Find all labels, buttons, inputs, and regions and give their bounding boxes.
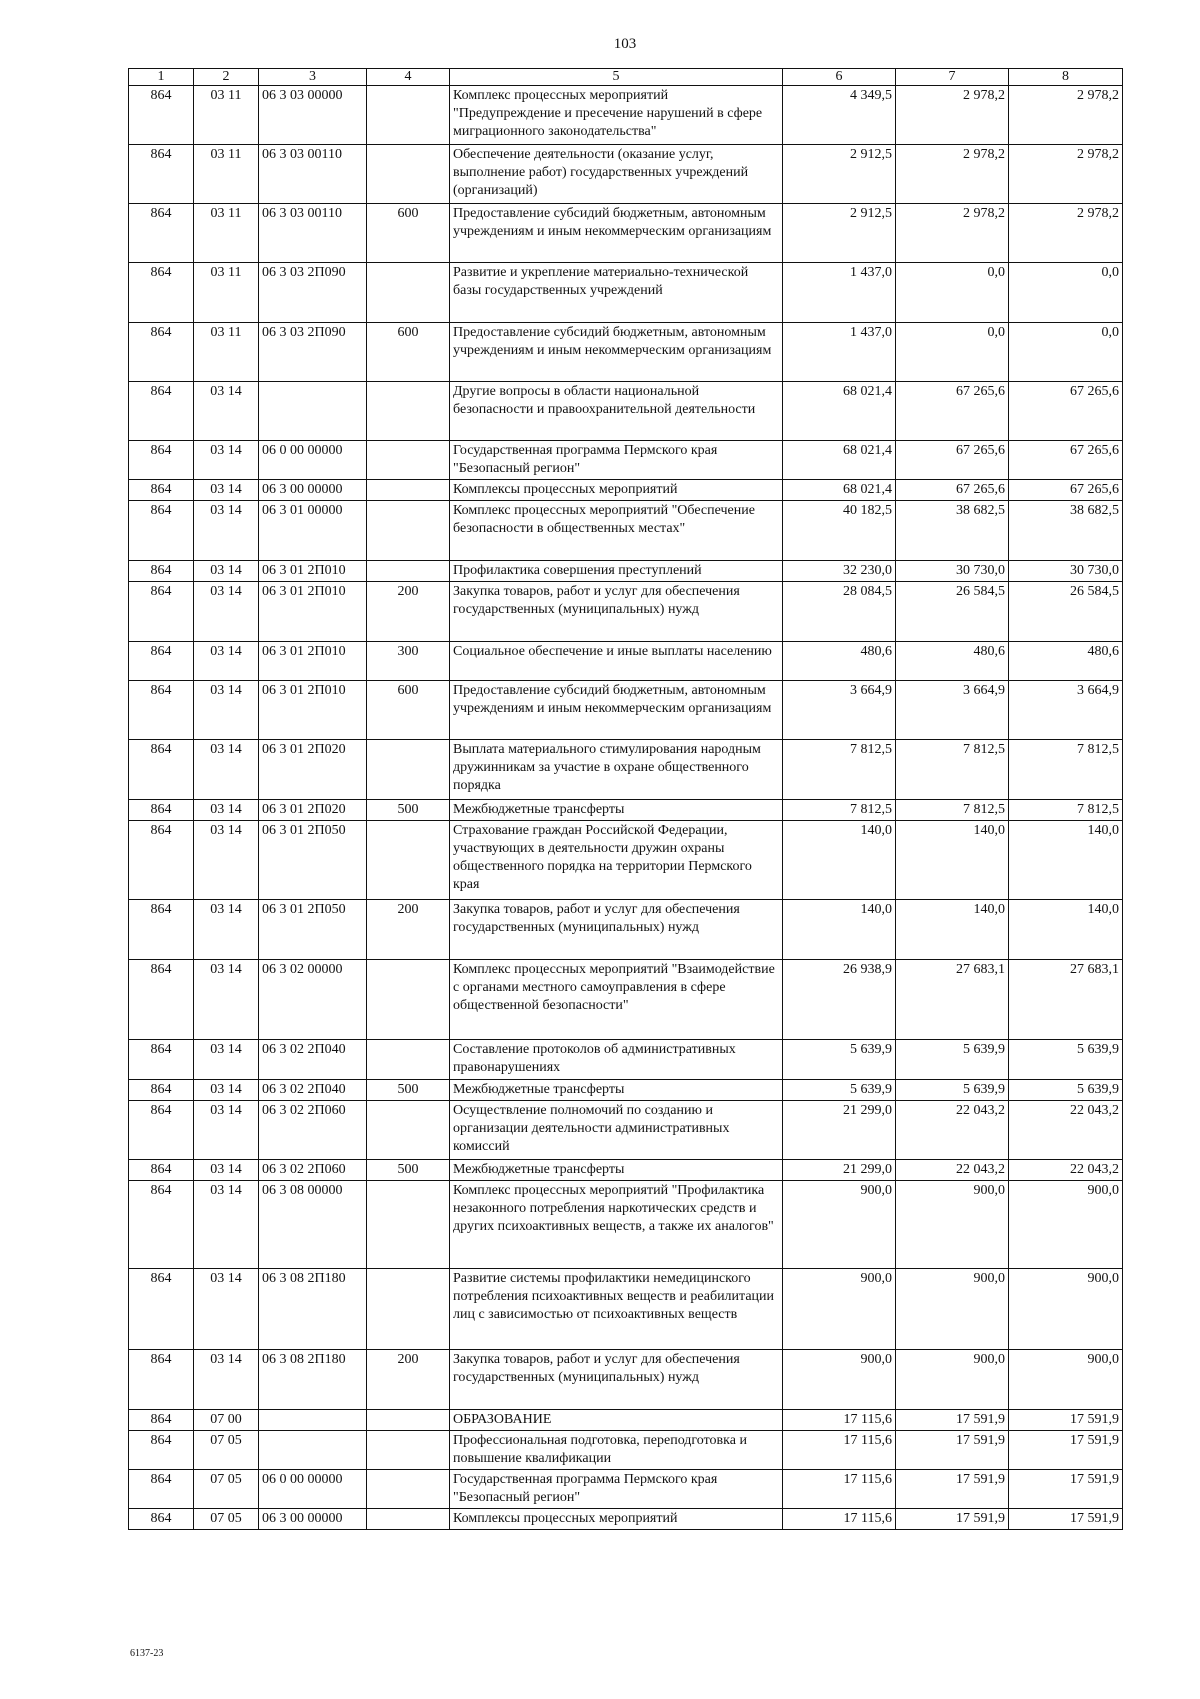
cell-amount-year-1: 17 115,6: [783, 1410, 896, 1431]
cell-target-article: 06 3 01 2П020: [259, 740, 367, 800]
table-row: [129, 323, 1123, 382]
table-row: [129, 1350, 1123, 1410]
cell-expense-type: [367, 1470, 450, 1509]
cell-target-article: 06 3 01 2П050: [259, 900, 367, 960]
cell-section-code: 03 14: [194, 561, 259, 582]
cell-amount-year-2: 480,6: [896, 642, 1009, 681]
cell-description: Профессиональная подготовка, переподготовка и повышение квалификации: [450, 1431, 783, 1470]
cell-amount-year-1: 2 912,5: [783, 204, 896, 263]
cell-amount-year-3: 900,0: [1009, 1350, 1123, 1410]
cell-chapter-code: 864: [129, 800, 194, 821]
cell-amount-year-2: 900,0: [896, 1350, 1009, 1410]
cell-expense-type: 200: [367, 1350, 450, 1410]
cell-expense-type: [367, 1410, 450, 1431]
cell-amount-year-1: 5 639,9: [783, 1040, 896, 1080]
cell-description: Государственная программа Пермского края "Безопасный регион": [450, 1470, 783, 1509]
cell-expense-type: [367, 441, 450, 480]
cell-target-article: 06 3 01 2П010: [259, 561, 367, 582]
cell-amount-year-2: 7 812,5: [896, 800, 1009, 821]
table-row: [129, 1269, 1123, 1350]
cell-expense-type: 500: [367, 1160, 450, 1181]
table-row: [129, 1160, 1123, 1181]
cell-amount-year-2: 0,0: [896, 323, 1009, 382]
cell-amount-year-2: 900,0: [896, 1181, 1009, 1269]
table-row: [129, 1080, 1123, 1101]
cell-description: Закупка товаров, работ и услуг для обеспечения государственных (муниципальных) нужд: [450, 582, 783, 642]
cell-description: Комплексы процессных мероприятий: [450, 1509, 783, 1530]
table-row: [129, 480, 1123, 501]
cell-amount-year-3: 140,0: [1009, 821, 1123, 900]
table-row: [129, 1101, 1123, 1160]
cell-expense-type: 600: [367, 204, 450, 263]
cell-amount-year-2: 7 812,5: [896, 740, 1009, 800]
cell-amount-year-3: 17 591,9: [1009, 1410, 1123, 1431]
table-row: [129, 204, 1123, 263]
table-row: [129, 501, 1123, 561]
cell-target-article: 06 3 01 2П010: [259, 642, 367, 681]
cell-amount-year-2: 22 043,2: [896, 1101, 1009, 1160]
column-header: 3: [259, 69, 367, 86]
cell-expense-type: [367, 480, 450, 501]
cell-amount-year-1: 32 230,0: [783, 561, 896, 582]
cell-description: Комплекс процессных мероприятий "Взаимодействие с органами местного самоуправления в сфере общественной безопасности": [450, 960, 783, 1040]
table-row: [129, 642, 1123, 681]
cell-amount-year-2: 0,0: [896, 263, 1009, 323]
cell-expense-type: 200: [367, 900, 450, 960]
document-code: 6137-23: [130, 1648, 164, 1659]
table-row: [129, 1509, 1123, 1530]
cell-target-article: 06 3 03 00110: [259, 204, 367, 263]
cell-amount-year-1: 68 021,4: [783, 441, 896, 480]
cell-target-article: 06 3 01 2П020: [259, 800, 367, 821]
cell-amount-year-2: 17 591,9: [896, 1431, 1009, 1470]
cell-description: Выплата материального стимулирования народным дружинникам за участие в охране общественного порядка: [450, 740, 783, 800]
cell-amount-year-3: 17 591,9: [1009, 1431, 1123, 1470]
cell-amount-year-3: 17 591,9: [1009, 1470, 1123, 1509]
cell-expense-type: [367, 501, 450, 561]
table-row: [129, 900, 1123, 960]
cell-description: Государственная программа Пермского края "Безопасный регион": [450, 441, 783, 480]
cell-target-article: 06 3 02 00000: [259, 960, 367, 1040]
cell-amount-year-1: 900,0: [783, 1350, 896, 1410]
cell-expense-type: 300: [367, 642, 450, 681]
cell-amount-year-2: 5 639,9: [896, 1040, 1009, 1080]
cell-amount-year-1: 4 349,5: [783, 86, 896, 145]
cell-target-article: [259, 1410, 367, 1431]
cell-section-code: 03 14: [194, 382, 259, 441]
cell-description: Социальное обеспечение и иные выплаты населению: [450, 642, 783, 681]
cell-amount-year-3: 0,0: [1009, 263, 1123, 323]
cell-chapter-code: 864: [129, 145, 194, 204]
cell-target-article: 06 3 01 2П010: [259, 681, 367, 740]
column-header: 2: [194, 69, 259, 86]
cell-chapter-code: 864: [129, 582, 194, 642]
cell-amount-year-1: 26 938,9: [783, 960, 896, 1040]
cell-chapter-code: 864: [129, 1509, 194, 1530]
cell-target-article: 06 3 00 00000: [259, 1509, 367, 1530]
column-header: 4: [367, 69, 450, 86]
column-header: 8: [1009, 69, 1123, 86]
cell-section-code: 07 05: [194, 1431, 259, 1470]
cell-section-code: 03 14: [194, 642, 259, 681]
cell-amount-year-3: 140,0: [1009, 900, 1123, 960]
cell-target-article: 06 3 08 2П180: [259, 1269, 367, 1350]
column-header: 7: [896, 69, 1009, 86]
cell-expense-type: 500: [367, 1080, 450, 1101]
cell-amount-year-3: 26 584,5: [1009, 582, 1123, 642]
cell-amount-year-1: 5 639,9: [783, 1080, 896, 1101]
cell-description: Обеспечение деятельности (оказание услуг, выполнение работ) государственных учреждений (организаций): [450, 145, 783, 204]
cell-expense-type: [367, 1040, 450, 1080]
cell-amount-year-3: 27 683,1: [1009, 960, 1123, 1040]
cell-expense-type: [367, 1181, 450, 1269]
table-row: [129, 740, 1123, 800]
cell-amount-year-3: 0,0: [1009, 323, 1123, 382]
cell-section-code: 07 05: [194, 1509, 259, 1530]
cell-target-article: [259, 382, 367, 441]
cell-amount-year-2: 17 591,9: [896, 1470, 1009, 1509]
cell-expense-type: [367, 561, 450, 582]
cell-amount-year-1: 40 182,5: [783, 501, 896, 561]
cell-amount-year-3: 2 978,2: [1009, 145, 1123, 204]
table-row: [129, 382, 1123, 441]
cell-expense-type: [367, 821, 450, 900]
cell-description: Составление протоколов об административных правонарушениях: [450, 1040, 783, 1080]
cell-description: Комплекс процессных мероприятий "Предупреждение и пресечение нарушений в сфере миграционного законодательства": [450, 86, 783, 145]
cell-amount-year-2: 22 043,2: [896, 1160, 1009, 1181]
cell-section-code: 03 14: [194, 960, 259, 1040]
cell-chapter-code: 864: [129, 642, 194, 681]
cell-amount-year-3: 2 978,2: [1009, 204, 1123, 263]
cell-chapter-code: 864: [129, 1410, 194, 1431]
cell-amount-year-2: 140,0: [896, 821, 1009, 900]
cell-description: Развитие и укрепление материально-технической базы государственных учреждений: [450, 263, 783, 323]
cell-amount-year-1: 17 115,6: [783, 1509, 896, 1530]
cell-chapter-code: 864: [129, 1269, 194, 1350]
table-row: [129, 263, 1123, 323]
cell-chapter-code: 864: [129, 86, 194, 145]
cell-expense-type: [367, 145, 450, 204]
cell-target-article: 06 3 03 00000: [259, 86, 367, 145]
cell-section-code: 03 14: [194, 800, 259, 821]
cell-expense-type: [367, 263, 450, 323]
cell-chapter-code: 864: [129, 561, 194, 582]
column-header: 6: [783, 69, 896, 86]
cell-amount-year-2: 38 682,5: [896, 501, 1009, 561]
cell-amount-year-3: 67 265,6: [1009, 480, 1123, 501]
cell-target-article: 06 3 01 2П050: [259, 821, 367, 900]
cell-amount-year-1: 900,0: [783, 1269, 896, 1350]
cell-amount-year-1: 900,0: [783, 1181, 896, 1269]
table-row: [129, 1181, 1123, 1269]
cell-chapter-code: 864: [129, 1101, 194, 1160]
cell-description: Другие вопросы в области национальной безопасности и правоохранительной деятельности: [450, 382, 783, 441]
cell-description: ОБРАЗОВАНИЕ: [450, 1410, 783, 1431]
cell-section-code: 03 11: [194, 86, 259, 145]
cell-target-article: 06 3 08 00000: [259, 1181, 367, 1269]
cell-description: Комплексы процессных мероприятий: [450, 480, 783, 501]
table-body: [129, 86, 1123, 1530]
cell-amount-year-3: 30 730,0: [1009, 561, 1123, 582]
cell-target-article: [259, 1431, 367, 1470]
cell-description: Закупка товаров, работ и услуг для обеспечения государственных (муниципальных) нужд: [450, 1350, 783, 1410]
cell-amount-year-3: 480,6: [1009, 642, 1123, 681]
cell-expense-type: [367, 1269, 450, 1350]
table-row: [129, 582, 1123, 642]
cell-amount-year-3: 2 978,2: [1009, 86, 1123, 145]
cell-description: Осуществление полномочий по созданию и организации деятельности административных комиссий: [450, 1101, 783, 1160]
cell-chapter-code: 864: [129, 900, 194, 960]
cell-amount-year-2: 2 978,2: [896, 86, 1009, 145]
cell-chapter-code: 864: [129, 501, 194, 561]
cell-chapter-code: 864: [129, 1470, 194, 1509]
cell-section-code: 03 14: [194, 480, 259, 501]
cell-amount-year-2: 67 265,6: [896, 382, 1009, 441]
cell-amount-year-1: 28 084,5: [783, 582, 896, 642]
cell-description: Межбюджетные трансферты: [450, 1160, 783, 1181]
cell-chapter-code: 864: [129, 1040, 194, 1080]
budget-table-container: [128, 68, 1123, 1530]
cell-amount-year-3: 67 265,6: [1009, 382, 1123, 441]
cell-section-code: 03 11: [194, 323, 259, 382]
cell-section-code: 03 14: [194, 1160, 259, 1181]
cell-amount-year-3: 900,0: [1009, 1181, 1123, 1269]
cell-amount-year-2: 900,0: [896, 1269, 1009, 1350]
cell-amount-year-3: 7 812,5: [1009, 800, 1123, 821]
cell-section-code: 03 14: [194, 1350, 259, 1410]
cell-chapter-code: 864: [129, 480, 194, 501]
cell-amount-year-1: 480,6: [783, 642, 896, 681]
cell-target-article: 06 3 01 00000: [259, 501, 367, 561]
cell-amount-year-1: 68 021,4: [783, 382, 896, 441]
cell-description: Развитие системы профилактики немедицинского потребления психоактивных веществ и реабилитации лиц с зависимостью от психоактивных веществ: [450, 1269, 783, 1350]
cell-amount-year-1: 140,0: [783, 821, 896, 900]
cell-amount-year-3: 7 812,5: [1009, 740, 1123, 800]
cell-description: Профилактика совершения преступлений: [450, 561, 783, 582]
cell-amount-year-2: 17 591,9: [896, 1509, 1009, 1530]
table-row: [129, 86, 1123, 145]
table-row: [129, 1470, 1123, 1509]
cell-amount-year-2: 67 265,6: [896, 480, 1009, 501]
cell-expense-type: [367, 382, 450, 441]
cell-section-code: 03 14: [194, 1080, 259, 1101]
cell-section-code: 03 14: [194, 900, 259, 960]
cell-target-article: 06 3 08 2П180: [259, 1350, 367, 1410]
cell-target-article: 06 3 02 2П060: [259, 1101, 367, 1160]
cell-amount-year-1: 3 664,9: [783, 681, 896, 740]
cell-amount-year-3: 900,0: [1009, 1269, 1123, 1350]
cell-section-code: 03 14: [194, 1040, 259, 1080]
cell-chapter-code: 864: [129, 441, 194, 480]
cell-description: Предоставление субсидий бюджетным, автономным учреждениям и иным некоммерческим организациям: [450, 681, 783, 740]
cell-target-article: 06 3 00 00000: [259, 480, 367, 501]
cell-chapter-code: 864: [129, 1350, 194, 1410]
cell-target-article: 06 3 02 2П040: [259, 1080, 367, 1101]
cell-chapter-code: 864: [129, 263, 194, 323]
cell-amount-year-2: 3 664,9: [896, 681, 1009, 740]
cell-amount-year-1: 17 115,6: [783, 1470, 896, 1509]
cell-chapter-code: 864: [129, 382, 194, 441]
cell-description: Межбюджетные трансферты: [450, 800, 783, 821]
cell-chapter-code: 864: [129, 1431, 194, 1470]
cell-chapter-code: 864: [129, 821, 194, 900]
cell-chapter-code: 864: [129, 960, 194, 1040]
cell-target-article: 06 3 03 00110: [259, 145, 367, 204]
cell-amount-year-3: 67 265,6: [1009, 441, 1123, 480]
table-row: [129, 441, 1123, 480]
cell-amount-year-3: 22 043,2: [1009, 1160, 1123, 1181]
cell-description: Межбюджетные трансферты: [450, 1080, 783, 1101]
cell-target-article: 06 0 00 00000: [259, 1470, 367, 1509]
cell-chapter-code: 864: [129, 323, 194, 382]
cell-expense-type: 600: [367, 681, 450, 740]
cell-amount-year-3: 22 043,2: [1009, 1101, 1123, 1160]
cell-section-code: 03 14: [194, 1181, 259, 1269]
cell-section-code: 03 14: [194, 1101, 259, 1160]
cell-amount-year-2: 140,0: [896, 900, 1009, 960]
table-row: [129, 145, 1123, 204]
cell-target-article: 06 3 01 2П010: [259, 582, 367, 642]
cell-section-code: 03 14: [194, 582, 259, 642]
table-row: [129, 1410, 1123, 1431]
cell-amount-year-3: 5 639,9: [1009, 1080, 1123, 1101]
cell-amount-year-1: 21 299,0: [783, 1160, 896, 1181]
cell-amount-year-2: 27 683,1: [896, 960, 1009, 1040]
table-row: [129, 960, 1123, 1040]
table-row: [129, 1040, 1123, 1080]
cell-amount-year-1: 7 812,5: [783, 800, 896, 821]
cell-description: Предоставление субсидий бюджетным, автономным учреждениям и иным некоммерческим организациям: [450, 204, 783, 263]
cell-amount-year-1: 21 299,0: [783, 1101, 896, 1160]
cell-target-article: 06 3 02 2П060: [259, 1160, 367, 1181]
cell-description: Страхование граждан Российской Федерации, участвующих в деятельности дружин охраны общественного порядка на территории Пермского края: [450, 821, 783, 900]
cell-amount-year-2: 30 730,0: [896, 561, 1009, 582]
cell-chapter-code: 864: [129, 1080, 194, 1101]
cell-expense-type: 200: [367, 582, 450, 642]
table-row: [129, 681, 1123, 740]
cell-amount-year-2: 5 639,9: [896, 1080, 1009, 1101]
cell-section-code: 03 14: [194, 1269, 259, 1350]
cell-target-article: 06 3 03 2П090: [259, 323, 367, 382]
cell-amount-year-2: 17 591,9: [896, 1410, 1009, 1431]
cell-description: Закупка товаров, работ и услуг для обеспечения государственных (муниципальных) нужд: [450, 900, 783, 960]
cell-expense-type: 600: [367, 323, 450, 382]
cell-section-code: 03 11: [194, 263, 259, 323]
cell-amount-year-1: 1 437,0: [783, 263, 896, 323]
cell-target-article: 06 3 02 2П040: [259, 1040, 367, 1080]
cell-section-code: 07 00: [194, 1410, 259, 1431]
cell-chapter-code: 864: [129, 204, 194, 263]
budget-table: [128, 68, 1123, 1530]
cell-chapter-code: 864: [129, 1181, 194, 1269]
cell-amount-year-2: 2 978,2: [896, 145, 1009, 204]
cell-amount-year-3: 5 639,9: [1009, 1040, 1123, 1080]
cell-expense-type: [367, 86, 450, 145]
cell-expense-type: [367, 960, 450, 1040]
cell-amount-year-1: 2 912,5: [783, 145, 896, 204]
cell-section-code: 03 11: [194, 204, 259, 263]
table-row: [129, 1431, 1123, 1470]
cell-amount-year-1: 68 021,4: [783, 480, 896, 501]
cell-section-code: 07 05: [194, 1470, 259, 1509]
cell-expense-type: 500: [367, 800, 450, 821]
cell-description: Комплекс процессных мероприятий "Обеспечение безопасности в общественных местах": [450, 501, 783, 561]
cell-description: Предоставление субсидий бюджетным, автономным учреждениям и иным некоммерческим организациям: [450, 323, 783, 382]
cell-chapter-code: 864: [129, 681, 194, 740]
cell-amount-year-3: 38 682,5: [1009, 501, 1123, 561]
cell-description: Комплекс процессных мероприятий "Профилактика незаконного потребления наркотических средств и других психоактивных веществ, а также их аналогов": [450, 1181, 783, 1269]
column-header: 1: [129, 69, 194, 86]
table-row: [129, 561, 1123, 582]
cell-section-code: 03 14: [194, 441, 259, 480]
table-row: [129, 821, 1123, 900]
cell-section-code: 03 11: [194, 145, 259, 204]
cell-section-code: 03 14: [194, 821, 259, 900]
column-header: 5: [450, 69, 783, 86]
cell-section-code: 03 14: [194, 681, 259, 740]
cell-section-code: 03 14: [194, 501, 259, 561]
cell-amount-year-2: 26 584,5: [896, 582, 1009, 642]
cell-expense-type: [367, 740, 450, 800]
cell-amount-year-2: 67 265,6: [896, 441, 1009, 480]
cell-amount-year-3: 3 664,9: [1009, 681, 1123, 740]
cell-amount-year-1: 1 437,0: [783, 323, 896, 382]
cell-target-article: 06 3 03 2П090: [259, 263, 367, 323]
cell-amount-year-1: 17 115,6: [783, 1431, 896, 1470]
table-header-row: [129, 69, 1123, 86]
cell-amount-year-1: 140,0: [783, 900, 896, 960]
cell-chapter-code: 864: [129, 1160, 194, 1181]
cell-expense-type: [367, 1431, 450, 1470]
table-row: [129, 800, 1123, 821]
page-number: 103: [613, 36, 637, 52]
cell-expense-type: [367, 1509, 450, 1530]
cell-target-article: 06 0 00 00000: [259, 441, 367, 480]
cell-expense-type: [367, 1101, 450, 1160]
cell-amount-year-3: 17 591,9: [1009, 1509, 1123, 1530]
cell-amount-year-2: 2 978,2: [896, 204, 1009, 263]
cell-section-code: 03 14: [194, 740, 259, 800]
cell-amount-year-1: 7 812,5: [783, 740, 896, 800]
cell-chapter-code: 864: [129, 740, 194, 800]
